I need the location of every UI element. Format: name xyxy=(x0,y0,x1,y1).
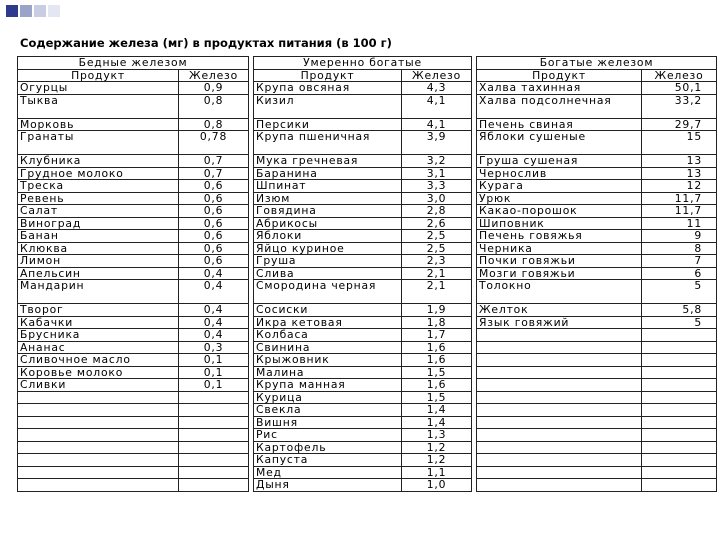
poor-product-cell: Лимон xyxy=(18,255,179,268)
poor-iron-cell xyxy=(179,391,249,404)
poor-product-cell: Сливки xyxy=(18,379,179,392)
moderate-product-cell: Смородина черная xyxy=(254,280,402,304)
moderate-product-cell: Баранина xyxy=(254,167,402,180)
table-row xyxy=(18,329,717,342)
poor-product-cell: Грудное молоко xyxy=(18,167,179,180)
poor-iron-cell: 0,4 xyxy=(179,280,249,304)
rich-iron-cell: 11 xyxy=(642,217,717,230)
moderate-iron-cell: 1,5 xyxy=(402,391,472,404)
moderate-product-cell: Груша xyxy=(254,255,402,268)
moderate-product-cell: Курица xyxy=(254,391,402,404)
moderate-product-cell: Картофель xyxy=(254,441,402,454)
poor-iron-cell xyxy=(179,404,249,417)
moderate-product-cell: Персики xyxy=(254,118,402,131)
rich-iron-cell: 29,7 xyxy=(642,118,717,131)
moderate-product-cell: Мед xyxy=(254,466,402,479)
rich-iron-cell: 15 xyxy=(642,131,717,155)
rich-product-cell xyxy=(477,379,642,392)
moderate-iron-cell: 1,2 xyxy=(402,441,472,454)
table-row xyxy=(18,429,717,442)
moderate-product-cell: Капуста xyxy=(254,454,402,467)
poor-product-cell: Кабачки xyxy=(18,316,179,329)
poor-iron-cell xyxy=(179,429,249,442)
column-header-row xyxy=(18,69,717,82)
group-poor-header: Бедные железом xyxy=(18,57,249,70)
moderate-product-cell: Кизил xyxy=(254,94,402,118)
rich-iron-cell xyxy=(642,429,717,442)
moderate-iron-cell: 1,9 xyxy=(402,304,472,317)
poor-product-cell: Мандарин xyxy=(18,280,179,304)
poor-product-cell: Салат xyxy=(18,205,179,218)
table-row xyxy=(18,180,717,193)
rich-iron-cell xyxy=(642,479,717,492)
moderate-product-cell: Крыжовник xyxy=(254,354,402,367)
rich-iron-cell xyxy=(642,379,717,392)
moderate-product-cell: Свинина xyxy=(254,341,402,354)
moderate-product-cell: Крупа овсяная xyxy=(254,82,402,95)
rich-iron-cell xyxy=(642,454,717,467)
moderate-iron-cell: 4,3 xyxy=(402,82,472,95)
poor-product-cell: Виноград xyxy=(18,217,179,230)
rich-iron-cell xyxy=(642,354,717,367)
moderate-product-cell: Слива xyxy=(254,267,402,280)
poor-iron-cell: 0,3 xyxy=(179,341,249,354)
moderate-iron-cell: 3,0 xyxy=(402,192,472,205)
rich-product-cell xyxy=(477,341,642,354)
poor-iron-cell: 0,6 xyxy=(179,192,249,205)
poor-product-cell: Сливочное масло xyxy=(18,354,179,367)
table-row xyxy=(18,118,717,131)
poor-product-cell: Коровье молоко xyxy=(18,366,179,379)
moderate-product-cell: Вишня xyxy=(254,416,402,429)
poor-product-cell: Творог xyxy=(18,304,179,317)
rich-iron-cell: 12 xyxy=(642,180,717,193)
rich-iron-cell: 7 xyxy=(642,255,717,268)
rich-product-cell xyxy=(477,466,642,479)
poor-product-cell: Клюква xyxy=(18,242,179,255)
moderate-product-cell: Крупа пшеничная xyxy=(254,131,402,155)
moderate-iron-cell: 1,0 xyxy=(402,479,472,492)
moderate-product-cell: Рис xyxy=(254,429,402,442)
moderate-iron-cell: 2,1 xyxy=(402,280,472,304)
rich-product-cell: Черника xyxy=(477,242,642,255)
poor-product-cell xyxy=(18,479,179,492)
moderate-iron-cell: 2,5 xyxy=(402,242,472,255)
rich-iron-cell: 11,7 xyxy=(642,205,717,218)
rich-iron-cell: 5 xyxy=(642,280,717,304)
table-row xyxy=(18,366,717,379)
moderate-iron-cell: 1,8 xyxy=(402,316,472,329)
rich-product-cell: Толокно xyxy=(477,280,642,304)
poor-iron-cell: 0,7 xyxy=(179,167,249,180)
moderate-product-cell: Дыня xyxy=(254,479,402,492)
rich-iron-cell xyxy=(642,441,717,454)
rich-product-cell xyxy=(477,416,642,429)
poor-product-cell: Гранаты xyxy=(18,131,179,155)
page-title: Содержание железа (мг) в продуктах питания (в 100 г) xyxy=(20,36,392,50)
poor-iron-cell: 0,1 xyxy=(179,366,249,379)
moderate-iron-cell: 3,1 xyxy=(402,167,472,180)
moderate-iron-cell: 4,1 xyxy=(402,118,472,131)
rich-product-cell: Желток xyxy=(477,304,642,317)
rich-iron-cell: 13 xyxy=(642,155,717,168)
moderate-product-cell: Яйцо куриное xyxy=(254,242,402,255)
moderate-iron-cell: 2,1 xyxy=(402,267,472,280)
col-product-header: Продукт xyxy=(477,69,642,82)
rich-product-cell: Почки говяжьи xyxy=(477,255,642,268)
poor-product-cell: Огурцы xyxy=(18,82,179,95)
group-header-row xyxy=(18,57,717,70)
poor-product-cell xyxy=(18,416,179,429)
moderate-product-cell: Сосиски xyxy=(254,304,402,317)
poor-iron-cell: 0,6 xyxy=(179,255,249,268)
table-row xyxy=(18,267,717,280)
group-moderate-header: Умеренно богатые xyxy=(254,57,472,70)
rich-product-cell xyxy=(477,404,642,417)
poor-iron-cell: 0,7 xyxy=(179,155,249,168)
moderate-product-cell: Икра кетовая xyxy=(254,316,402,329)
moderate-iron-cell: 1,6 xyxy=(402,341,472,354)
moderate-iron-cell: 1,4 xyxy=(402,404,472,417)
poor-iron-cell: 0,1 xyxy=(179,354,249,367)
table-row xyxy=(18,341,717,354)
poor-product-cell: Брусника xyxy=(18,329,179,342)
rich-iron-cell: 50,1 xyxy=(642,82,717,95)
moderate-iron-cell: 1,6 xyxy=(402,354,472,367)
moderate-iron-cell: 1,6 xyxy=(402,379,472,392)
poor-iron-cell: 0,4 xyxy=(179,329,249,342)
moderate-iron-cell: 2,3 xyxy=(402,255,472,268)
rich-iron-cell xyxy=(642,366,717,379)
rich-iron-cell: 8 xyxy=(642,242,717,255)
poor-iron-cell: 0,4 xyxy=(179,316,249,329)
moderate-iron-cell: 1,2 xyxy=(402,454,472,467)
table-row xyxy=(18,131,717,155)
rich-product-cell: Печень свиная xyxy=(477,118,642,131)
rich-product-cell xyxy=(477,329,642,342)
table-row xyxy=(18,280,717,304)
rich-product-cell xyxy=(477,429,642,442)
rich-iron-cell xyxy=(642,466,717,479)
rich-product-cell xyxy=(477,366,642,379)
table-row xyxy=(18,304,717,317)
rich-product-cell: Яблоки сушеные xyxy=(477,131,642,155)
poor-product-cell xyxy=(18,391,179,404)
poor-iron-cell: 0,9 xyxy=(179,82,249,95)
group-rich-header: Богатые железом xyxy=(477,57,717,70)
poor-iron-cell: 0,6 xyxy=(179,242,249,255)
poor-product-cell: Морковь xyxy=(18,118,179,131)
moderate-product-cell: Свекла xyxy=(254,404,402,417)
rich-product-cell: Язык говяжий xyxy=(477,316,642,329)
table-row xyxy=(18,441,717,454)
table-row xyxy=(18,217,717,230)
rich-product-cell: Халва тахинная xyxy=(477,82,642,95)
moderate-product-cell: Колбаса xyxy=(254,329,402,342)
rich-product-cell: Печень говяжья xyxy=(477,230,642,243)
decorative-squares-icon xyxy=(6,5,76,19)
rich-iron-cell: 13 xyxy=(642,167,717,180)
col-iron-header: Железо xyxy=(179,69,249,82)
table-row xyxy=(18,454,717,467)
moderate-product-cell: Крупа манная xyxy=(254,379,402,392)
rich-iron-cell: 9 xyxy=(642,230,717,243)
table-row xyxy=(18,94,717,118)
moderate-product-cell: Говядина xyxy=(254,205,402,218)
moderate-iron-cell: 3,2 xyxy=(402,155,472,168)
moderate-iron-cell: 3,3 xyxy=(402,180,472,193)
poor-iron-cell xyxy=(179,454,249,467)
moderate-product-cell: Мука гречневая xyxy=(254,155,402,168)
table-row xyxy=(18,242,717,255)
poor-iron-cell: 0,8 xyxy=(179,94,249,118)
poor-iron-cell: 0,4 xyxy=(179,267,249,280)
poor-iron-cell: 0,6 xyxy=(179,205,249,218)
poor-product-cell xyxy=(18,404,179,417)
col-product-header: Продукт xyxy=(18,69,179,82)
poor-iron-cell xyxy=(179,479,249,492)
rich-iron-cell xyxy=(642,416,717,429)
rich-iron-cell: 5 xyxy=(642,316,717,329)
table-row xyxy=(18,205,717,218)
rich-iron-cell: 5,8 xyxy=(642,304,717,317)
poor-product-cell xyxy=(18,429,179,442)
table-row xyxy=(18,391,717,404)
rich-product-cell: Мозги говяжьи xyxy=(477,267,642,280)
table-row xyxy=(18,82,717,95)
moderate-iron-cell: 1,7 xyxy=(402,329,472,342)
iron-content-table xyxy=(17,56,717,492)
rich-product-cell xyxy=(477,391,642,404)
rich-iron-cell xyxy=(642,404,717,417)
table-row xyxy=(18,416,717,429)
poor-product-cell: Ананас xyxy=(18,341,179,354)
rich-product-cell: Курага xyxy=(477,180,642,193)
poor-product-cell xyxy=(18,466,179,479)
poor-iron-cell: 0,78 xyxy=(179,131,249,155)
poor-iron-cell: 0,6 xyxy=(179,180,249,193)
table-row xyxy=(18,255,717,268)
poor-iron-cell: 0,8 xyxy=(179,118,249,131)
moderate-iron-cell: 2,6 xyxy=(402,217,472,230)
moderate-product-cell: Абрикосы xyxy=(254,217,402,230)
table-row xyxy=(18,192,717,205)
poor-iron-cell: 0,1 xyxy=(179,379,249,392)
rich-product-cell: Халва подсолнечная xyxy=(477,94,642,118)
poor-product-cell xyxy=(18,441,179,454)
moderate-iron-cell: 1,4 xyxy=(402,416,472,429)
poor-iron-cell xyxy=(179,466,249,479)
poor-product-cell: Апельсин xyxy=(18,267,179,280)
rich-iron-cell: 33,2 xyxy=(642,94,717,118)
poor-product-cell xyxy=(18,454,179,467)
table-row xyxy=(18,466,717,479)
poor-iron-cell xyxy=(179,416,249,429)
moderate-product-cell: Яблоки xyxy=(254,230,402,243)
moderate-iron-cell: 2,5 xyxy=(402,230,472,243)
moderate-iron-cell: 2,8 xyxy=(402,205,472,218)
table-row xyxy=(18,354,717,367)
table-row xyxy=(18,167,717,180)
rich-product-cell: Какао-порошок xyxy=(477,205,642,218)
moderate-iron-cell: 1,3 xyxy=(402,429,472,442)
rich-product-cell xyxy=(477,454,642,467)
moderate-product-cell: Малина xyxy=(254,366,402,379)
poor-product-cell: Клубника xyxy=(18,155,179,168)
table-row xyxy=(18,479,717,492)
rich-product-cell: Шиповник xyxy=(477,217,642,230)
moderate-iron-cell: 3,9 xyxy=(402,131,472,155)
rich-iron-cell xyxy=(642,341,717,354)
rich-product-cell xyxy=(477,354,642,367)
col-iron-header: Железо xyxy=(402,69,472,82)
col-product-header: Продукт xyxy=(254,69,402,82)
rich-iron-cell: 6 xyxy=(642,267,717,280)
poor-product-cell: Треска xyxy=(18,180,179,193)
moderate-iron-cell: 1,1 xyxy=(402,466,472,479)
poor-product-cell: Тыква xyxy=(18,94,179,118)
rich-product-cell: Чернослив xyxy=(477,167,642,180)
poor-iron-cell xyxy=(179,441,249,454)
rich-product-cell xyxy=(477,479,642,492)
col-iron-header: Железо xyxy=(642,69,717,82)
moderate-product-cell: Шпинат xyxy=(254,180,402,193)
poor-product-cell: Банан xyxy=(18,230,179,243)
rich-iron-cell xyxy=(642,329,717,342)
poor-product-cell: Ревень xyxy=(18,192,179,205)
table-row xyxy=(18,155,717,168)
rich-iron-cell: 11,7 xyxy=(642,192,717,205)
poor-iron-cell: 0,6 xyxy=(179,230,249,243)
rich-product-cell: Урюк xyxy=(477,192,642,205)
poor-iron-cell: 0,4 xyxy=(179,304,249,317)
table-row xyxy=(18,316,717,329)
table-row xyxy=(18,404,717,417)
poor-iron-cell: 0,6 xyxy=(179,217,249,230)
moderate-product-cell: Изюм xyxy=(254,192,402,205)
table-row xyxy=(18,230,717,243)
table-row xyxy=(18,379,717,392)
rich-product-cell xyxy=(477,441,642,454)
moderate-iron-cell: 1,5 xyxy=(402,366,472,379)
rich-product-cell: Груша сушеная xyxy=(477,155,642,168)
rich-iron-cell xyxy=(642,391,717,404)
moderate-iron-cell: 4,1 xyxy=(402,94,472,118)
